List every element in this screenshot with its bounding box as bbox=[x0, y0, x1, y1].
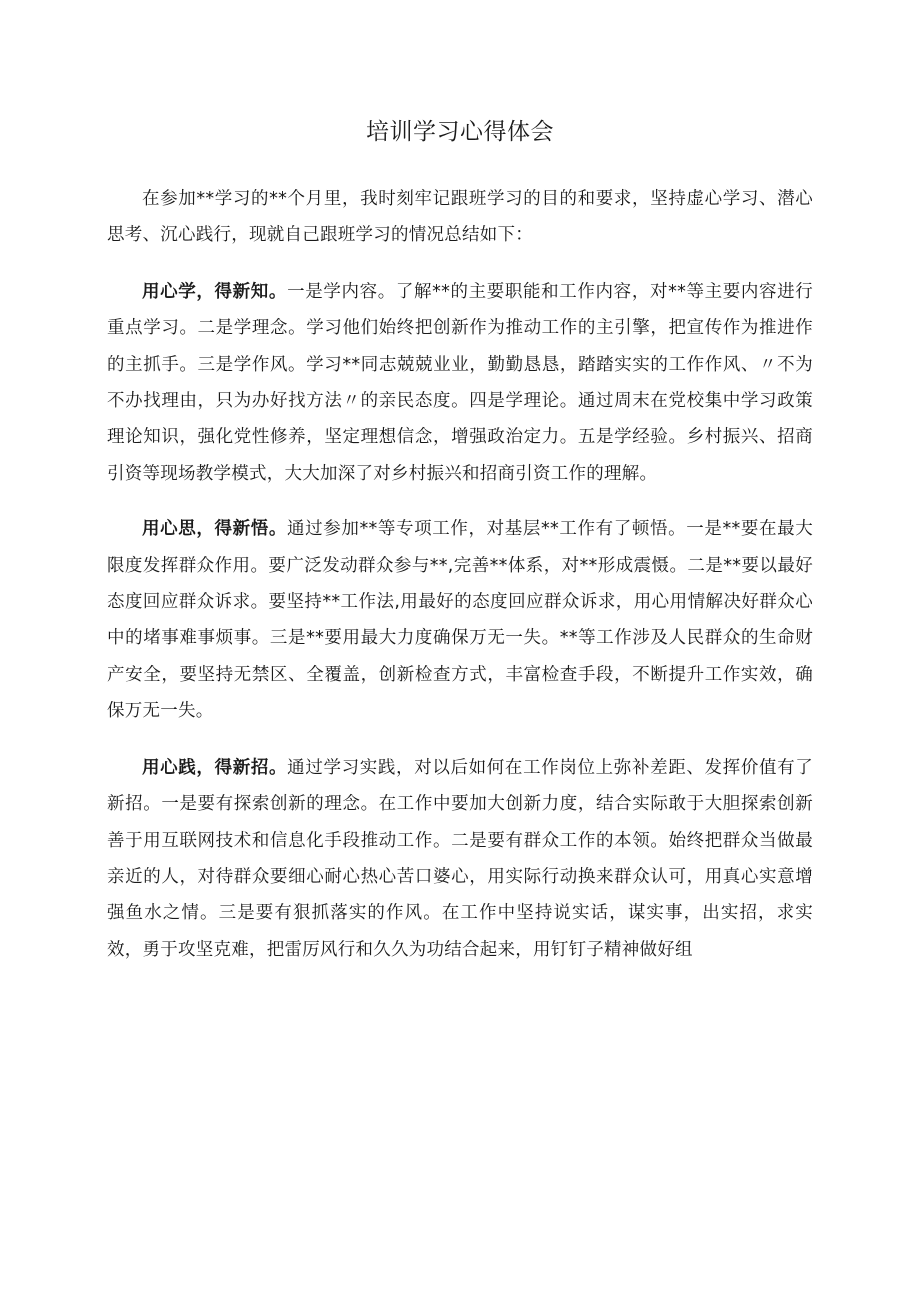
paragraph-lead: 用心践，得新招。 bbox=[142, 757, 288, 778]
document-title: 培训学习心得体会 bbox=[366, 119, 554, 145]
paragraph-text: 通过参加**等专项工作，对基层**工作有了顿悟。一是**要在最大限度发挥群众作用。要广泛发动群众参与**,完善**体系，对**形成震慑。二是**要以最好态度回应群众诉求。要坚持**工作法,用最好的态度回应群众诉求，用心用情解决好群众心中的堵事难事烦事。三是**要用最大力度确保万无一失。**等工作涉及人民群众的生命财产安全，要坚持无禁区、全覆盖，创新检查方式，丰富检查手段，不断提升工作实效，确保万无一失。 bbox=[107, 519, 813, 722]
paragraph-text: 一是学内容。了解**的主要职能和工作内容，对**等主要内容进行重点学习。二是学理念。学习他们始终把创新作为推动工作的主引擎，把宣传作为推进作的主抓手。三是学作风。学习**同志兢兢业业，勤勤恳恳，踏踏实实的工作作风、〃不为不办找理由，只为办好找方法〃的亲民态度。四是学理论。通过周末在党校集中学习政策理论知识，强化党性修养，坚定理想信念，增强政治定力。五是学经验。乡村振兴、招商引资等现场教学模式，大大加深了对乡村振兴和招商引资工作的理解。 bbox=[107, 281, 814, 484]
paragraph-lead: 用心学，得新知。 bbox=[142, 281, 288, 302]
paragraph-think bbox=[107, 511, 813, 729]
paragraph-intro bbox=[107, 181, 813, 254]
paragraph-learn bbox=[107, 274, 813, 492]
paragraph-text: 在参加**学习的**个月里，我时刻牢记跟班学习的目的和要求，坚持虚心学习、潜心思考、沉心践行，现就自己跟班学习的情况总结如下： bbox=[107, 189, 813, 246]
document-body bbox=[107, 181, 813, 968]
paragraph-practice bbox=[107, 750, 813, 968]
paragraph-text: 通过学习实践，对以后如何在工作岗位上弥补差距、发挥价值有了新招。一是要有探索创新的理念。在工作中要加大创新力度，结合实际敢于大胆探索创新善于用互联网技术和信息化手段推动工作。二是要有群众工作的本领。始终把群众当做最亲近的人，对待群众要细心耐心热心苦口婆心，用实际行动换来群众认可，用真心实意增强鱼水之情。三是要有狠抓落实的作风。在工作中坚持说实话，谋实事，出实招，求实效，勇于攻坚克难，把雷厉风行和久久为功结合起来，用钉钉子精神做好组 bbox=[107, 757, 814, 960]
paragraph-lead: 用心思，得新悟。 bbox=[142, 519, 287, 540]
